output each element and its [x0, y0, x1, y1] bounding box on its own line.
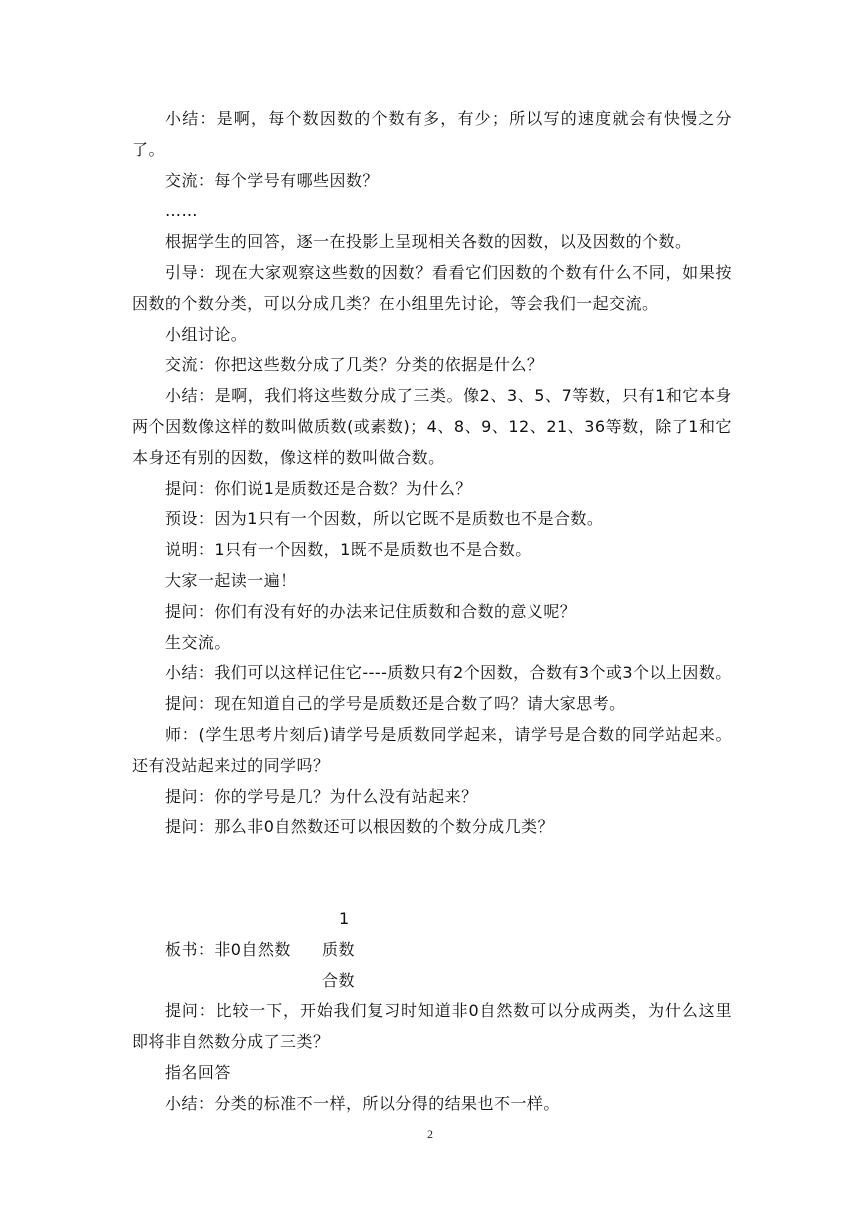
paragraph-question-student-number: 提问：现在知道自己的学号是质数还是合数了吗？请大家思考。 [165, 694, 626, 714]
document-body [132, 104, 732, 1119]
paragraph-summary-three-kinds: 小结：是啊，我们将这些数分成了三类。像2、3、5、7等数，只有1和它本身两个因数像这样的数叫做质数(或素数)；4、8、9、12、21、36等数，除了1和它本身还有别的因数，像这样的数叫做合数。 [132, 386, 732, 467]
paragraph-answer: 指名回答 [165, 1062, 231, 1082]
paragraph-group-discussion: 小组讨论。 [165, 324, 248, 344]
paragraph-guide: 引导：现在大家观察这些数的因数？看看它们因数的个数有什么不同，如果按因数的个数分类，可以分成几类？在小组里先讨论，等会我们一起交流。 [132, 262, 732, 313]
paragraph-summary-standard: 小结：分类的标准不一样，所以分得的结果也不一样。 [165, 1093, 560, 1113]
board-composite: 合数 [322, 970, 355, 990]
paragraph-preset: 预设：因为1只有一个因数，所以它既不是质数也不是合数。 [165, 509, 604, 529]
paragraph-explanation: 说明：1只有一个因数，1既不是质数也不是合数。 [165, 540, 532, 560]
paragraph-ellipsis: …… [165, 201, 198, 221]
paragraph-question-why: 提问：你的学号是几？为什么没有站起来？ [165, 786, 478, 806]
blank-line [132, 843, 732, 904]
paragraph-teacher-instruction: 师：(学生思考片刻后)请学号是质数同学起来，请学号是合数的同学站起来。还有没站起来过的同学吗？ [132, 724, 732, 775]
paragraph-read-together: 大家一起读一遍！ [165, 570, 297, 590]
blackboard-diagram [132, 904, 732, 996]
paragraph-exchange-factors: 交流：每个学号有哪些因数？ [165, 170, 379, 190]
board-number-one: 1 [339, 909, 350, 929]
paragraph-exchange-classify: 交流：你把这些数分成了几类？分类的依据是什么？ [165, 355, 544, 375]
board-prime: 质数 [322, 939, 355, 959]
paragraph-projection: 根据学生的回答，逐一在投影上呈现相关各数的因数，以及因数的个数。 [165, 232, 692, 252]
board-label: 板书：非0自然数 [165, 939, 291, 959]
paragraph-summary-speed: 小结：是啊，每个数因数的个数有多，有少；所以写的速度就会有快慢之分了。 [132, 109, 732, 159]
page-number: 2 [427, 1127, 433, 1141]
paragraph-question-classes: 提问：那么非0自然数还可以根因数的个数分成几类？ [165, 817, 554, 837]
paragraph-compare: 提问：比较一下，开始我们复习时知道非0自然数可以分成两类，为什么这里即将非自然数分成了三类？ [132, 1001, 732, 1051]
paragraph-question-one: 提问：你们说1是质数还是合数？为什么？ [165, 478, 472, 498]
paragraph-summary-memory: 小结：我们可以这样记住它----质数只有2个因数，合数有3个或3个以上因数。 [165, 663, 732, 683]
paragraph-student-exchange: 生交流。 [165, 632, 231, 652]
paragraph-question-memory: 提问：你们有没有好的办法来记住质数和合数的意义呢？ [165, 601, 577, 621]
